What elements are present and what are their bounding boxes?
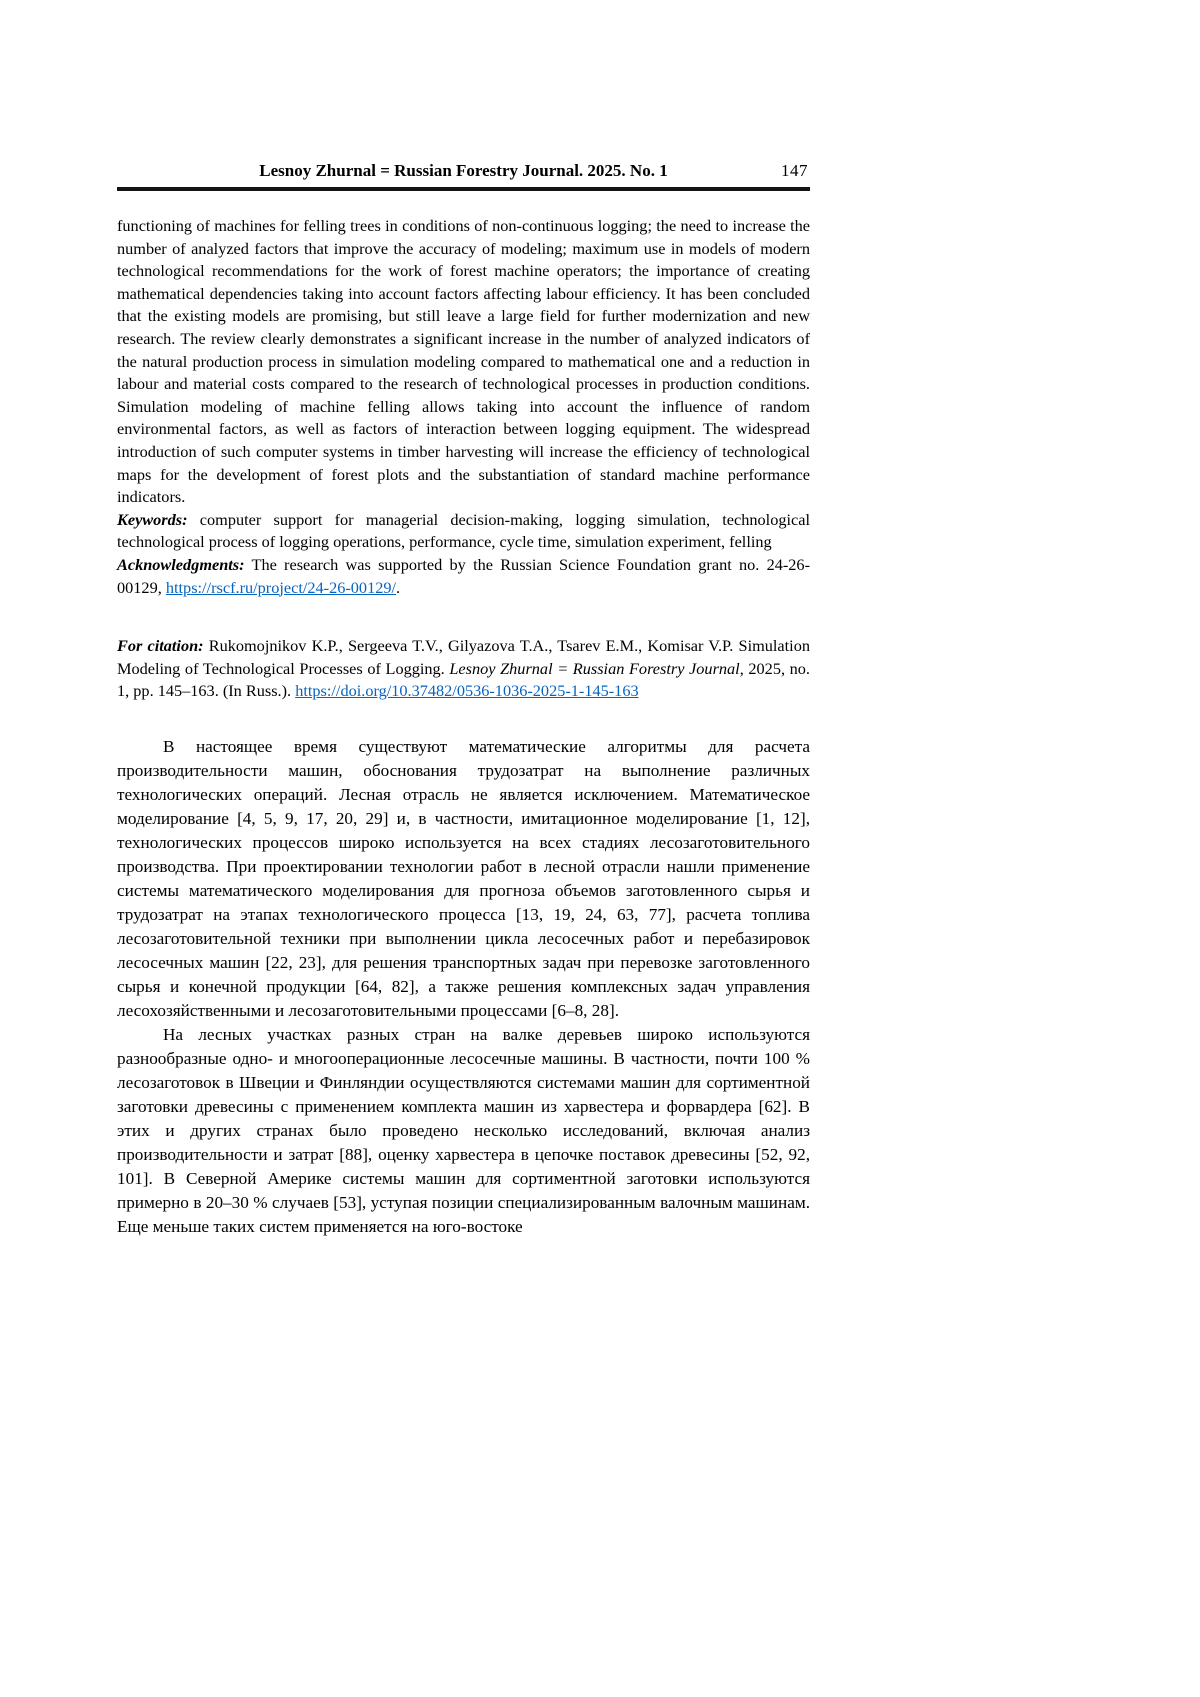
page-content-column: [117, 160, 810, 1239]
journal-title: Lesnoy Zhurnal = Russian Forestry Journal. 2025. No. 1: [259, 161, 668, 180]
body-paragraph-1: В настоящее время существуют математические алгоритмы для расчета производительности машин, обоснования трудозатрат на выполнение различных технологических операций. Лесная отрасль не является исключением. Математическое моделирование [4, 5, 9, 17, 20, 29] и, в частности, имитационное моделирование [1, 12], технологических процессов широко используется на всех стадиях лесозаготовительного производства. При проектировании технологии работ в лесной отрасли нашли применение системы математического моделирования для прогноза объемов заготовленного сырья и трудозатрат на этапах технологического процесса [13, 19, 24, 63, 77], расчета топлива лесозаготовительной техники при выполнении цикла лесосечных работ и перебазировок лесосечных машин [22, 23], для решения транспортных задач при перевозке заготовленного сырья и конечной продукции [64, 82], а также решения комплексных задач управления лесохозяйственными и лесозаготовительными процессами [6–8, 28].: [117, 736, 810, 1020]
grant-link[interactable]: https://rscf.ru/project/24-26-00129/: [165, 577, 397, 597]
body-paragraph-2: На лесных участках разных стран на валке деревьев широко используются разнообразные одно- и многооперационные лесосечные машины. В частности, почти 100 % лесозаготовок в Швеции и Финляндии осуществляются системами машин для сортиментной заготовки древесины с применением комплекта машин из харвестера и форвардера [62]. В этих и других странах было проведено несколько исследований, включая анализ производительности и затрат [88], оценку харвестера в цепочке поставок древесины [52, 92, 101]. В Северной Америке системы машин для сортиментной заготовки используются примерно в 20–30 % случаев [53], уступая позиции специализированным валочным машинам. Еще меньше таких систем применяется на юго-востоке: [117, 1024, 810, 1236]
keywords-label: Keywords:: [117, 509, 188, 529]
doi-link[interactable]: https://doi.org/10.37482/0536-1036-2025-1-145-163: [295, 681, 639, 701]
running-head: [117, 160, 810, 182]
citation-line: [117, 635, 810, 703]
keywords-text: computer support for managerial decision-making, logging simulation, technological technological process of logging operations, performance, cycle time, simulation experiment, felling: [117, 509, 810, 552]
citation-authors-title: Rukomojnikov K.P., Sergeeva T.V., Gilyazova T.A., Tsarev E.M., Komisar V.P. Simulation Modeling of Technological Processes of Logging.: [117, 636, 810, 678]
acknowledgments-label: Acknowledgments:: [117, 554, 245, 574]
abstract-continuation: functioning of machines for felling trees in conditions of non-continuous logging; the need to increase the number of analyzed factors that improve the accuracy of modeling; maximum use in models of modern technological recommendations for the work of forest machine operators; the importance of creating mathematical dependencies taking into account factors affecting labour efficiency. It has been concluded that the existing models are promising, but still leave a large field for further modernization and new research. The review clearly demonstrates a significant increase in the number of analyzed indicators of the natural production process in simulation modeling compared to mathematical one and a reduction in labour and material costs compared to the research of technological processes in production conditions. Simulation modeling of machine felling allows taking into account the influence of random environmental factors, as well as factors of interaction between logging equipment. The widespread introduction of such computer systems in timber harvesting will increase the efficiency of technological maps for the development of forest plots and the substantiation of standard machine performance indicators.: [117, 216, 810, 507]
acknowledgments-text: The research was supported by the Russian Science Foundation grant no. 24-26-00129,: [117, 554, 810, 597]
citation-details: , 2025, no. 1, pp. 145–163. (In Russ.).: [117, 658, 811, 701]
keywords-line: [117, 509, 810, 554]
citation-journal-name: Lesnoy Zhurnal = Russian Forestry Journal: [449, 658, 740, 678]
citation-label: For citation:: [117, 636, 204, 656]
acknowledgments-suffix: .: [396, 577, 401, 597]
header-rule: [117, 187, 810, 191]
acknowledgments-line: [117, 554, 810, 599]
page-number: 147: [781, 161, 808, 180]
